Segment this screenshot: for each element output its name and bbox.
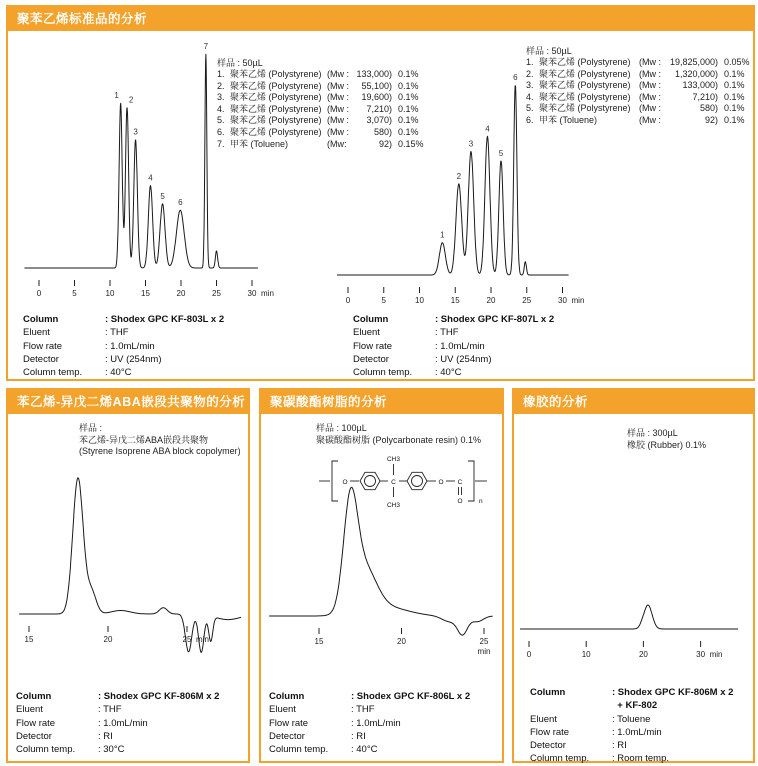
spec-value: : 40°C	[435, 367, 462, 379]
chromatogram-kf806l-pc	[261, 482, 501, 672]
legend-no: 1.	[526, 57, 534, 67]
panel-polystyrene-standards	[6, 5, 755, 381]
peak-number-label: 1	[440, 230, 445, 240]
legend-no: 1.	[217, 69, 225, 79]
spec-label: Column	[353, 314, 389, 325]
spec-label: Flow rate	[23, 340, 63, 352]
peak-number-label: 2	[456, 171, 462, 181]
panel-title-aba-copolymer: 苯乙烯-异戊二烯ABA嵌段共聚物的分析	[8, 390, 248, 414]
panel-title-polystyrene-standards: 聚苯乙烯标准品的分析	[8, 7, 753, 31]
legend-name: 聚苯乙烯 (Polystyrene)	[539, 68, 631, 79]
peak-number-label: 7	[203, 42, 209, 51]
axis-tick-label: 10	[581, 650, 591, 659]
spec-row	[530, 686, 733, 699]
spec-row	[16, 717, 219, 730]
sample-line: 橡胶 (Rubber) 0.1%	[627, 439, 707, 450]
spec-row	[530, 739, 733, 752]
sample-line: 样品 : 300µL	[627, 428, 678, 438]
legend-mwv: 133,000)	[682, 80, 718, 91]
spec-row	[16, 743, 219, 756]
legend-name: 聚苯乙烯 (Polystyrene)	[230, 80, 322, 91]
spec-label: Column	[530, 687, 566, 698]
peak-number-label: 2	[128, 95, 134, 105]
axis-tick-label: 25	[212, 289, 221, 298]
legend-name: 聚苯乙烯 (Polystyrene)	[539, 57, 631, 67]
axis-tick-label: 5	[72, 289, 77, 298]
chromatogram-curve	[520, 605, 737, 629]
legend-conc: 0.1%	[398, 115, 419, 126]
axis-tick-label: 0	[36, 289, 42, 298]
legend-mwp: (Mw :	[639, 91, 661, 102]
peak-number-label: 5	[160, 191, 165, 201]
spec-value: : Shodex GPC KF-806L x 2	[351, 691, 471, 702]
legend-name: 聚苯乙烯 (Polystyrene)	[230, 103, 322, 114]
spec-value: : THF	[351, 704, 375, 716]
axis-tick-label: 25	[182, 635, 192, 644]
legend-no: 6.	[526, 114, 534, 125]
legend-conc: 0.1%	[398, 103, 419, 114]
spec-row	[269, 690, 470, 703]
structure-repeat-n: n	[479, 498, 483, 505]
axis-tick-label: 15	[314, 637, 324, 646]
specs-kf806m-aba	[16, 690, 219, 756]
legend-mwp: (Mw :	[327, 92, 349, 103]
legend-no: 5.	[526, 103, 534, 114]
legend-no: 6.	[217, 126, 225, 137]
spec-value: : 1.0mL/min	[612, 726, 662, 738]
specs-kf803l	[23, 313, 224, 379]
axis-tick-label: 5	[381, 296, 386, 304]
legend-name: 聚苯乙烯 (Polystyrene)	[230, 92, 322, 103]
axis-tick-label: 20	[103, 635, 113, 644]
legend-mwv: 580)	[373, 126, 392, 137]
spec-value: : THF	[98, 704, 122, 716]
axis-tick-label: 20	[176, 289, 186, 298]
spec-value: : Toluene	[612, 713, 651, 725]
legend-row	[526, 115, 750, 127]
legend-mwv: 7,210)	[692, 91, 718, 102]
spec-row	[23, 326, 224, 339]
structure-ch3-top: CH3	[386, 456, 401, 463]
spec-row	[353, 340, 554, 353]
specs-kf807l	[353, 313, 554, 379]
axis-tick-label: 0	[345, 296, 351, 304]
axis-tick-label: 25	[479, 637, 489, 646]
spec-label: Column temp.	[16, 744, 76, 756]
axis-tick-label: 20	[638, 650, 648, 659]
chromatogram-kf806m-rubber	[514, 560, 752, 665]
spec-value: : UV (254nm)	[105, 353, 162, 365]
spec-label: Column temp.	[530, 753, 590, 765]
spec-value: : Shodex GPC KF-807L x 2	[435, 314, 555, 325]
legend-name: 聚苯乙烯 (Polystyrene)	[539, 103, 631, 114]
spec-label	[530, 699, 612, 712]
spec-value: : 1.0mL/min	[98, 717, 148, 729]
legend-row	[526, 103, 750, 115]
spec-label: Detector	[269, 730, 305, 742]
chromatogram-curve	[20, 478, 241, 653]
peak-number-label: 5	[498, 149, 504, 158]
spec-value: : Shodex GPC KF-806M x 2	[612, 687, 734, 698]
legend-conc: 0.1%	[398, 69, 419, 79]
spec-row	[23, 353, 224, 366]
legend-mwv: 3,070)	[366, 115, 392, 126]
legend-no: 5.	[217, 115, 225, 126]
spec-row	[269, 730, 470, 743]
spec-value: + KF-802	[612, 700, 658, 712]
spec-label: Column temp.	[269, 744, 329, 756]
axis-unit-label: min	[196, 635, 209, 644]
peak-number-label: 4	[148, 173, 153, 183]
spec-value: : Shodex GPC KF-803L x 2	[105, 314, 225, 325]
spec-row	[23, 313, 224, 326]
sample-description-rubber	[627, 428, 706, 451]
axis-tick-label: 15	[141, 289, 150, 298]
spec-label: Column	[23, 314, 59, 325]
spec-row	[530, 699, 733, 712]
sample-line: 样品 : 100µL	[316, 423, 367, 433]
legend-no: 3.	[217, 92, 225, 103]
legend-mwp: (Mw :	[327, 103, 349, 114]
legend-mwv: 19,825,000)	[669, 57, 718, 67]
axis-unit-label: min	[477, 647, 491, 656]
structure-o-carbonyl: O	[457, 498, 463, 505]
spec-label: Flow rate	[530, 726, 570, 738]
legend-mwp: (Mw :	[639, 103, 661, 114]
spec-value: : 1.0mL/min	[105, 340, 155, 352]
spec-label: Eluent	[353, 327, 380, 339]
panel-title-rubber: 橡胶的分析	[514, 390, 753, 414]
axis-unit-label: min	[571, 296, 585, 304]
legend-kf807l	[526, 45, 750, 127]
peak-number-label: 6	[178, 198, 183, 208]
spec-row	[530, 713, 733, 726]
spec-value: : RI	[98, 730, 113, 742]
panel-aba-copolymer	[6, 388, 250, 763]
axis-unit-label: min	[261, 289, 274, 298]
panel-rubber	[512, 388, 755, 763]
spec-label: Detector	[530, 740, 566, 752]
legend-mwv: 7,210)	[366, 103, 392, 114]
axis-tick-label: 15	[24, 635, 34, 644]
peak-number-label: 6	[513, 73, 518, 82]
spec-row	[16, 690, 219, 703]
legend-mwv: 92)	[378, 138, 392, 149]
peak-number-label: 3	[468, 139, 474, 149]
legend-name: 甲苯 (Toluene)	[230, 138, 289, 149]
axis-tick-label: 20	[486, 296, 496, 304]
spec-label: Column temp.	[23, 367, 83, 379]
spec-label: Detector	[353, 353, 389, 365]
chromatogram-kf806m-aba	[8, 450, 248, 685]
spec-value: : Shodex GPC KF-806M x 2	[98, 691, 220, 702]
structure-o-left: O	[342, 479, 348, 486]
legend-conc: 0.1%	[724, 103, 745, 114]
spec-label: Eluent	[269, 704, 296, 716]
legend-mwp: (Mw :	[639, 68, 661, 79]
legend-name: 聚苯乙烯 (Polystyrene)	[230, 69, 322, 79]
legend-mwp: (Mw:	[327, 138, 347, 149]
spec-label: Flow rate	[16, 717, 56, 729]
spec-label: Detector	[23, 353, 59, 365]
legend-rows-right	[526, 57, 750, 127]
legend-conc: 0.1%	[398, 126, 419, 137]
axis-tick-label: 10	[415, 296, 424, 304]
spec-value: : THF	[435, 327, 459, 339]
legend-mwp: (Mw :	[327, 69, 349, 79]
legend-conc: 0.1%	[398, 80, 419, 91]
legend-name: 甲苯 (Toluene)	[539, 114, 598, 125]
legend-row	[526, 57, 750, 69]
spec-row	[269, 703, 470, 716]
spec-row	[269, 743, 470, 756]
legend-mwp: (Mw :	[639, 80, 661, 91]
legend-mwp: (Mw :	[639, 114, 661, 125]
spec-row	[269, 717, 470, 730]
legend-mwp: (Mw :	[327, 80, 349, 91]
axis-unit-label: min	[709, 650, 723, 659]
axis-tick-label: 20	[397, 637, 406, 646]
spec-row	[353, 326, 554, 339]
spec-label: Column temp.	[353, 367, 413, 379]
legend-conc: 0.1%	[724, 68, 745, 79]
legend-conc: 0.1%	[724, 91, 745, 102]
legend-conc: 0.1%	[724, 114, 745, 125]
panel-title-polycarbonate: 聚碳酸酯树脂的分析	[261, 390, 502, 414]
spec-row	[353, 366, 554, 379]
peak-number-label: 3	[133, 127, 138, 137]
spec-value: : RI	[612, 740, 627, 752]
sample-line: 聚碳酸酯树脂 (Polycarbonate resin) 0.1%	[316, 434, 482, 445]
sample-volume-left: 样品 : 50µL	[217, 58, 263, 68]
legend-name: 聚苯乙烯 (Polystyrene)	[230, 115, 322, 126]
legend-mwp: (Mw :	[327, 115, 349, 126]
sample-line: (Styrene Isoprene ABA block copolymer)	[79, 446, 241, 456]
axis-tick-label: 15	[450, 296, 460, 304]
legend-no: 4.	[217, 103, 225, 114]
legend-name: 聚苯乙烯 (Polystyrene)	[230, 126, 322, 137]
legend-name: 聚苯乙烯 (Polystyrene)	[539, 91, 631, 102]
sample-line: 样品 :	[79, 423, 103, 433]
spec-value: : 40°C	[105, 367, 132, 379]
spec-value: : 1.0mL/min	[351, 717, 401, 729]
spec-label: Flow rate	[353, 340, 393, 352]
legend-mwv: 580)	[699, 103, 718, 114]
peak-number-label: 4	[485, 124, 490, 134]
spec-label: Column	[16, 691, 52, 702]
spec-label: Eluent	[16, 704, 43, 716]
spec-value: : 40°C	[351, 744, 378, 756]
axis-tick-label: 25	[522, 296, 532, 304]
legend-mwp: (Mw :	[327, 126, 349, 137]
axis-tick-label: 30	[247, 289, 257, 298]
specs-kf806l-pc	[269, 690, 470, 756]
spec-value: : Room temp.	[612, 753, 670, 765]
spec-label: Column	[269, 691, 305, 702]
legend-conc: 0.1%	[398, 92, 419, 103]
axis-tick-label: 30	[696, 650, 706, 659]
legend-mwv: 19,600)	[361, 92, 392, 103]
legend-row	[526, 92, 750, 104]
structure-o-right: O	[438, 479, 444, 486]
spec-value: : 1.0mL/min	[435, 340, 485, 352]
legend-no: 2.	[526, 68, 534, 79]
spec-value: : THF	[105, 327, 129, 339]
spec-row	[16, 730, 219, 743]
spec-value: : 30°C	[98, 744, 125, 756]
structure-ch3-bottom: CH3	[386, 502, 401, 509]
panel-polycarbonate	[259, 388, 504, 763]
legend-mwv: 133,000)	[356, 69, 392, 79]
sample-description-polycarbonate	[316, 423, 481, 446]
structure-c-carbonyl: C	[457, 479, 463, 486]
spec-row	[353, 313, 554, 326]
axis-tick-label: 0	[526, 650, 532, 659]
axis-tick-label: 10	[105, 289, 115, 298]
spec-value: : RI	[351, 730, 366, 742]
legend-conc: 0.1%	[724, 80, 745, 91]
spec-value: : UV (254nm)	[435, 353, 492, 365]
spec-row	[530, 726, 733, 739]
legend-mwp: (Mw :	[639, 57, 661, 67]
legend-conc: 0.15%	[398, 138, 424, 149]
spec-label: Eluent	[530, 713, 557, 725]
structure-c-center: C	[391, 479, 396, 486]
sample-volume-right: 样品 : 50µL	[526, 46, 572, 56]
legend-conc: 0.05%	[724, 57, 750, 67]
legend-row	[526, 69, 750, 81]
spec-row	[23, 366, 224, 379]
spec-row	[16, 703, 219, 716]
specs-kf806m-rubber	[530, 686, 733, 766]
spec-row	[353, 353, 554, 366]
legend-no: 7.	[217, 138, 225, 149]
legend-mwv: 1,320,000)	[674, 68, 718, 79]
chromatogram-curve	[270, 487, 493, 635]
legend-row	[526, 80, 750, 92]
legend-mwv: 55,100)	[361, 80, 392, 91]
peak-number-label: 1	[114, 91, 119, 101]
sample-line: 苯乙烯-异戊二烯ABA嵌段共聚物	[79, 434, 209, 445]
legend-no: 4.	[526, 91, 534, 102]
legend-mwv: 92)	[704, 114, 718, 125]
legend-name: 聚苯乙烯 (Polystyrene)	[539, 80, 631, 91]
legend-no: 3.	[526, 80, 534, 91]
legend-no: 2.	[217, 80, 225, 91]
spec-row	[530, 752, 733, 765]
spec-label: Flow rate	[269, 717, 309, 729]
spec-label: Detector	[16, 730, 52, 742]
axis-tick-label: 30	[558, 296, 567, 304]
spec-row	[23, 340, 224, 353]
spec-label: Eluent	[23, 327, 50, 339]
